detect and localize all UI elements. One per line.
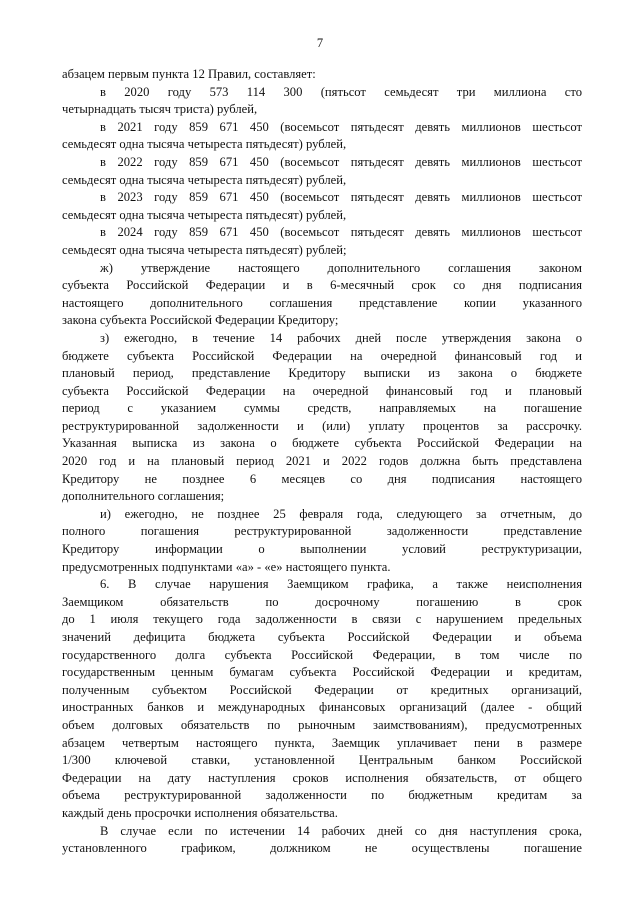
text-line: настоящего дополнительного соглашения представление копии указанного bbox=[62, 295, 582, 310]
text-line: 2020 год и на плановый период 2021 и 2022 годов должна быть представлена bbox=[62, 454, 582, 469]
text-line: и) ежегодно, не позднее 25 февраля года, следующего за отчетным, до bbox=[100, 506, 582, 521]
text-line: установленного графиком, должником не осуществлены погашение bbox=[62, 841, 582, 856]
text-line: до 1 июля текущего года задолженности в связи с нарушением предельных bbox=[62, 612, 582, 627]
text-line: 1/300 ключевой ставки, установленной Центральным банком Российской bbox=[62, 753, 582, 768]
text-line: в 2020 году 573 114 300 (пятьсот семьдесят три миллиона сто bbox=[100, 84, 582, 99]
text-line: Кредитору не позднее 6 месяцев со дня подписания настоящего bbox=[62, 471, 582, 486]
text-line: в 2023 году 859 671 450 (восемьсот пятьдесят девять миллионов шестьсот bbox=[100, 190, 582, 205]
text-line: в 2021 году 859 671 450 (восемьсот пятьдесят девять миллионов шестьсот bbox=[100, 119, 582, 134]
text-line: семьдесят одна тысяча четыреста пятьдесят) рублей, bbox=[62, 207, 347, 222]
text-line: в 2022 году 859 671 450 (восемьсот пятьдесят девять миллионов шестьсот bbox=[100, 154, 582, 169]
text-line: объем долговых обязательств по рыночным заимствованиям), предусмотренных bbox=[62, 717, 582, 732]
text-line: полного погашения реструктурированной задолженности представление bbox=[62, 524, 582, 539]
text-line: период с указанием суммы средств, направляемых на погашение bbox=[62, 401, 582, 416]
text-line: субъекта Российской Федерации и в 6-месячный срок со дня подписания bbox=[62, 278, 582, 293]
text-line: четырнадцать тысяч триста) рублей, bbox=[62, 102, 258, 117]
text-line: бюджете субъекта Российской Федерации на очередной финансовый год и bbox=[62, 348, 582, 363]
text-line: абзацем четвертым настоящего пункта, Заемщик уплачивает пени в размере bbox=[62, 735, 582, 750]
text-line: 6. В случае нарушения Заемщиком графика, а также неисполнения bbox=[100, 577, 582, 592]
text-line: государственного долга субъекта Российской Федерации, в том числе по bbox=[62, 647, 582, 662]
text-line: субъекта Российской Федерации на очередной финансовый год и плановый bbox=[62, 383, 582, 398]
text-line: семьдесят одна тысяча четыреста пятьдесят) рублей, bbox=[62, 172, 347, 187]
text-line: Заемщиком обязательств по досрочному погашению в срок bbox=[62, 594, 582, 609]
text-line: иностранных банков и международных финансовых организаций (далее - общий bbox=[62, 700, 582, 715]
text-line: семьдесят одна тысяча четыреста пятьдесят) рублей; bbox=[62, 242, 347, 257]
text-line: реструктурированной задолженности и (или) уплату процентов за рассрочку. bbox=[62, 418, 582, 433]
text-line: значений дефицита бюджета субъекта Российской Федерации и объема bbox=[62, 630, 582, 644]
text-line: в 2024 году 859 671 450 (восемьсот пятьдесят девять миллионов шестьсот bbox=[100, 225, 582, 240]
text-line: закона субъекта Российской Федерации Кредитору; bbox=[62, 313, 339, 328]
text-line: каждый день просрочки исполнения обязательства. bbox=[62, 805, 338, 820]
text-line: дополнительного соглашения; bbox=[62, 489, 225, 504]
text-line: полученным субъектом Российской Федерации от кредитных организаций, bbox=[62, 682, 582, 697]
text-line: Кредитору информации о выполнении условий реструктуризации, bbox=[62, 542, 582, 557]
text-line: Указанная выписка из закона о бюджете субъекта Российской Федерации на bbox=[62, 436, 582, 451]
page-number: 7 bbox=[316, 36, 324, 50]
text-line: объема реструктурированной задолженности по бюджетным кредитам за bbox=[62, 788, 582, 803]
text-line: В случае если по истечении 14 рабочих дней со дня наступления срока, bbox=[100, 823, 582, 838]
document-body bbox=[62, 66, 582, 858]
text-line: Федерации на дату наступления сроков исполнения обязательств, от общего bbox=[62, 770, 582, 785]
text-line: з) ежегодно, в течение 14 рабочих дней после утверждения закона о bbox=[100, 330, 582, 345]
text-line: предусмотренных подпунктами «а» - «е» настоящего пункта. bbox=[62, 559, 391, 574]
text-line: ж) утверждение настоящего дополнительного соглашения законом bbox=[100, 260, 582, 275]
text-line: семьдесят одна тысяча четыреста пятьдесят) рублей, bbox=[62, 137, 347, 152]
text-line: плановый период, представление Кредитору выписки из закона о бюджете bbox=[62, 366, 582, 381]
text-line: абзацем первым пункта 12 Правил, составляет: bbox=[62, 67, 316, 81]
text-line: государственным ценным бумагам субъекта Российской Федерации и кредитам, bbox=[62, 665, 582, 680]
